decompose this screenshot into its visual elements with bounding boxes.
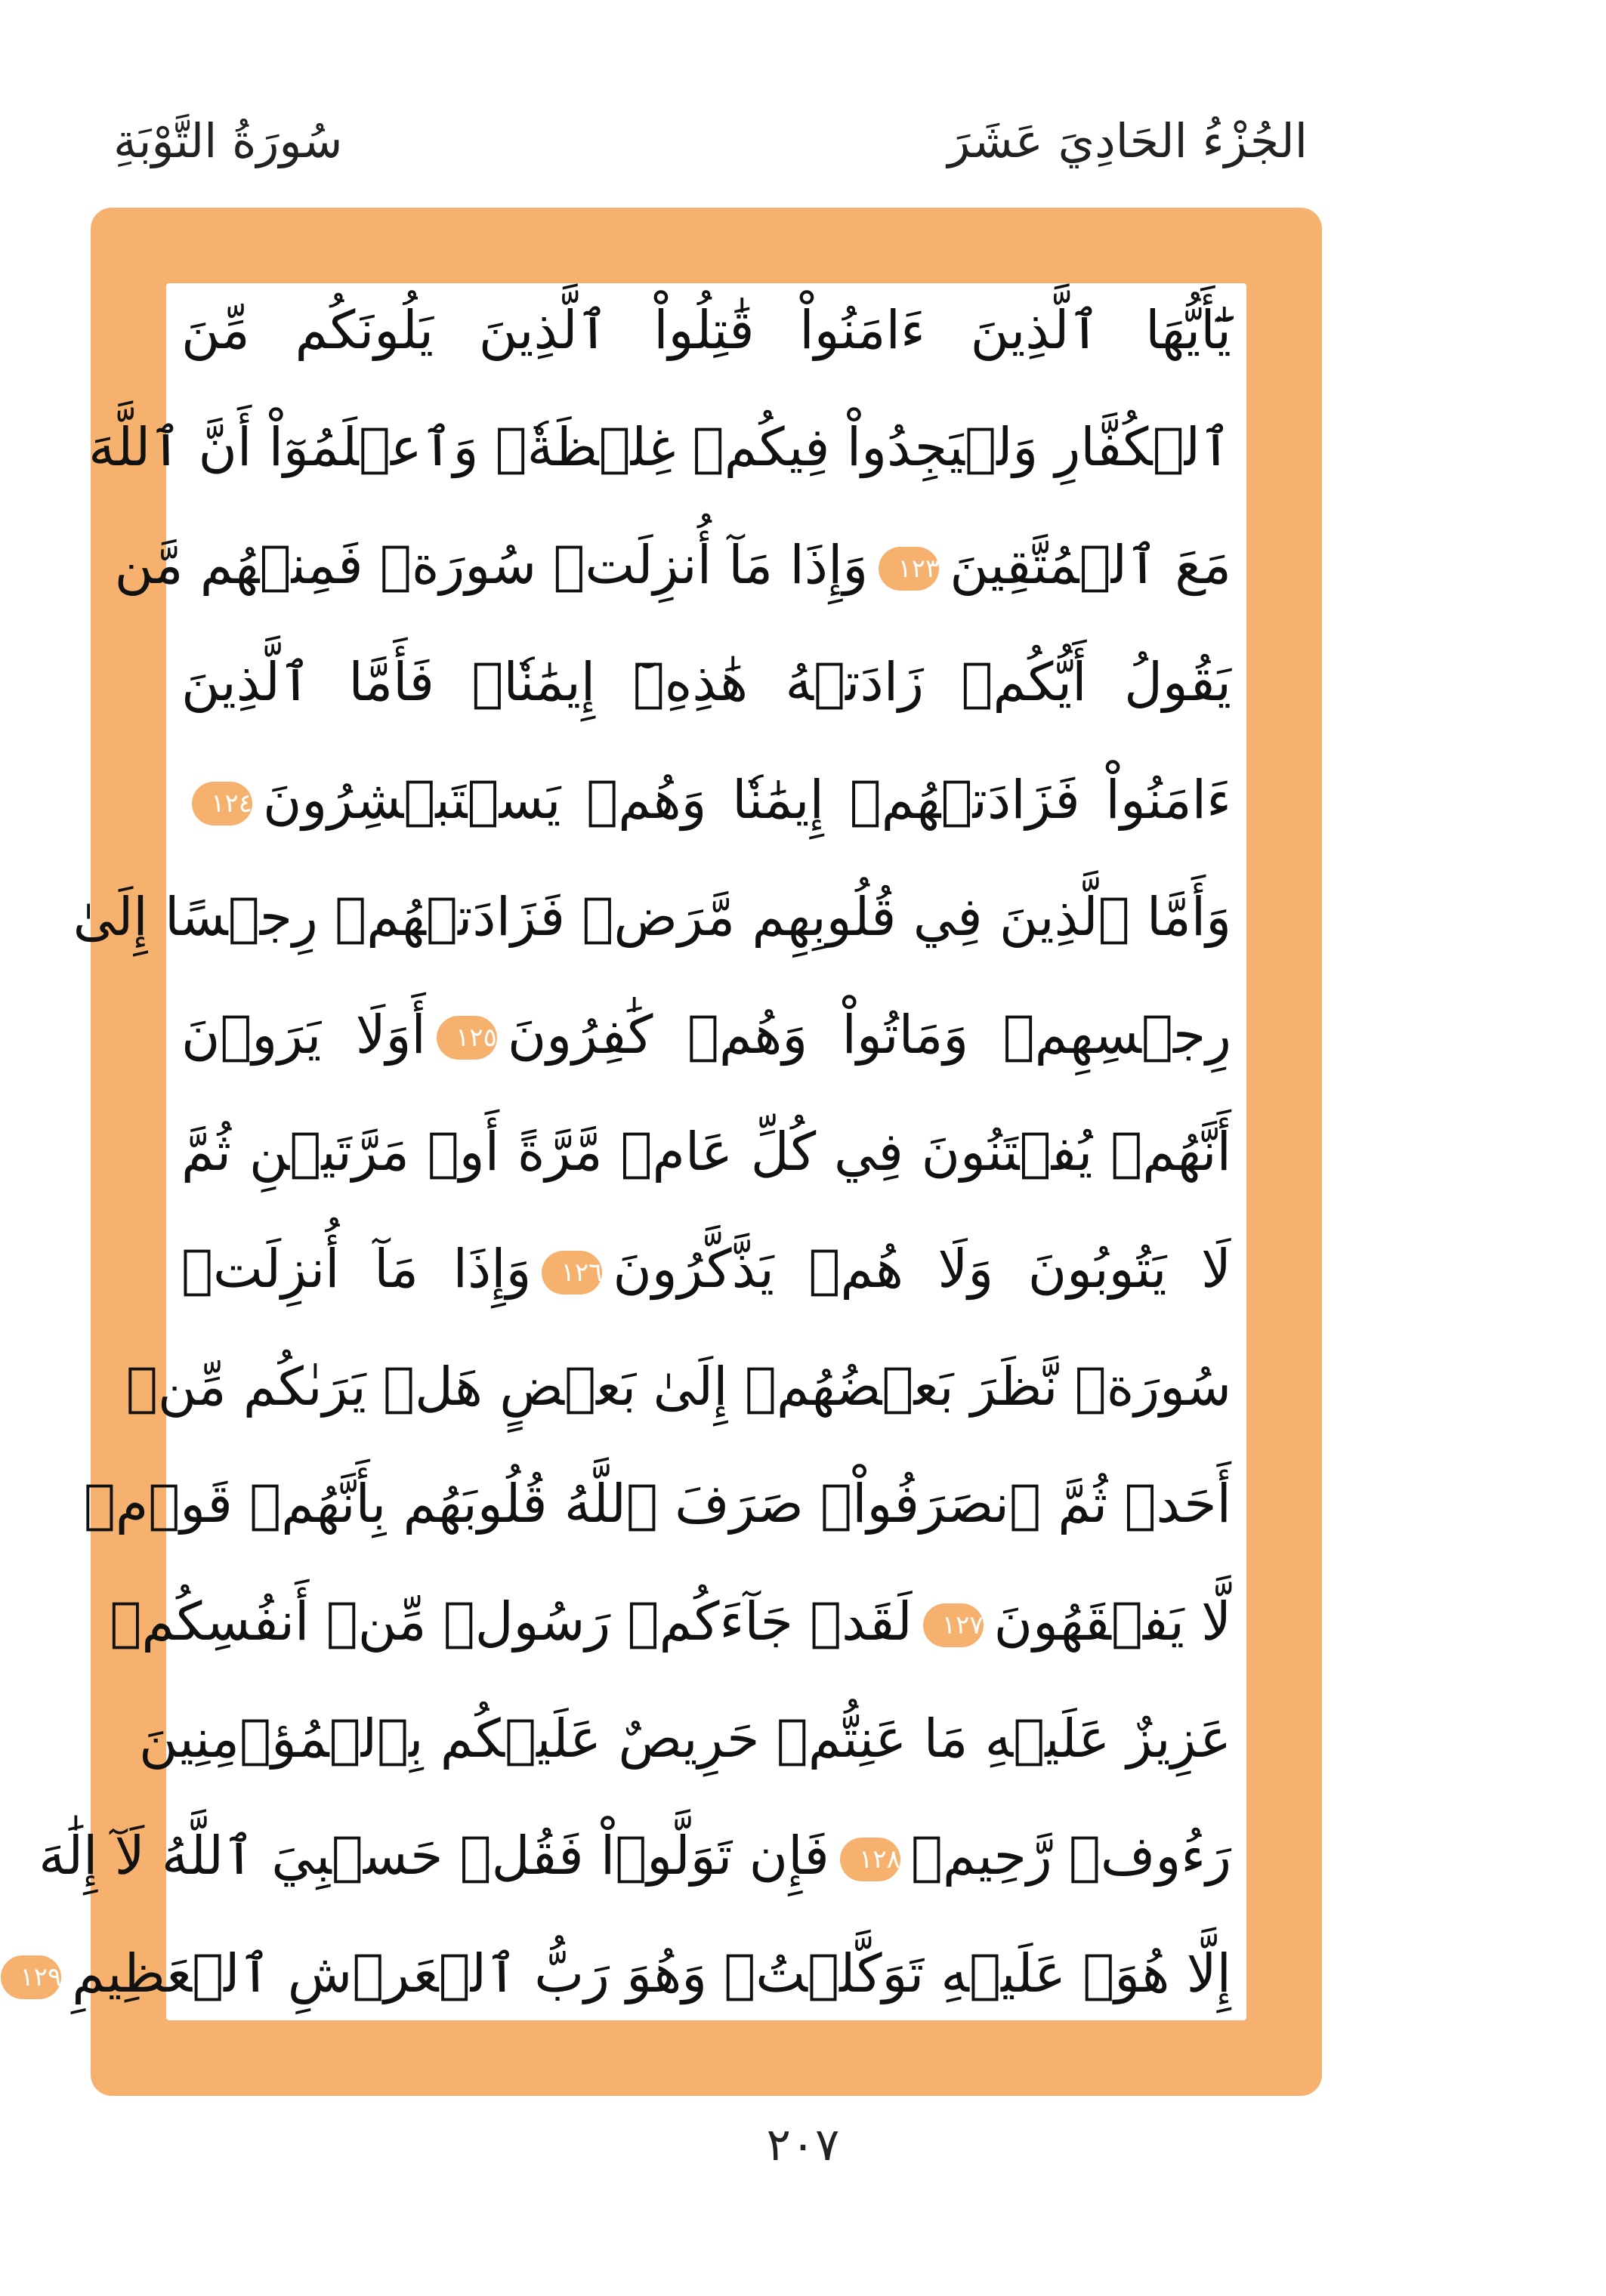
- verse-text: رَءُوفٞ رَّحِيمٞ: [910, 1825, 1231, 1887]
- verse-text: يَقُولُ أَيُّكُمۡ زَادَتۡهُ هَٰذِهِۦٓ إِيمَٰنٗاۚ فَأَمَّا ٱلَّذِينَ: [181, 651, 1231, 714]
- verse-line: [73, 885, 1231, 949]
- juz-title: الجُزْءُ الحَادِيَ عَشَرَ: [947, 113, 1308, 168]
- verse-line: [139, 1707, 1231, 1770]
- ayah-number-marker: ١٢٥: [437, 1016, 497, 1060]
- ayah-number-marker: ١٢٦: [542, 1251, 602, 1295]
- verse-line: [125, 1355, 1231, 1418]
- verse-line: [181, 298, 1231, 362]
- verse-text: أَنَّهُمۡ يُفۡتَنُونَ فِي كُلِّ عَامٖ مَّرَّةً أَوۡ مَرَّتَيۡنِ ثُمَّ: [181, 1120, 1231, 1183]
- verse-line: [83, 1472, 1231, 1535]
- verse-line: [181, 1003, 1231, 1066]
- verse-text: وَإِذَا مَآ أُنزِلَتۡ: [181, 1238, 532, 1301]
- verses-container: [20, 298, 1231, 2005]
- ayah-number-marker: ١٢٨: [840, 1838, 900, 1881]
- verse-line: [181, 1120, 1231, 1183]
- verse-line: [181, 768, 1231, 832]
- ayah-number-marker: ١٢٣: [879, 547, 939, 591]
- verse-text: يَٰٓأَيُّهَا ٱلَّذِينَ ءَامَنُواْ قَٰتِلُواْ ٱلَّذِينَ يَلُونَكُم مِّنَ: [181, 299, 1231, 361]
- verse-text: فَإِن تَوَلَّوۡاْ فَقُلۡ حَسۡبِيَ ٱللَّهُ لَآ إِلَٰهَ: [39, 1825, 829, 1887]
- verse-line: [20, 1942, 1231, 2005]
- ornamental-frame: [20, 208, 1322, 2096]
- verse-text: إِلَّا هُوَۖ عَلَيۡهِ تَوَكَّلۡتُۖ وَهُوَ رَبُّ ٱلۡعَرۡشِ ٱلۡعَظِيمِ: [72, 1942, 1231, 2004]
- ayah-number-marker: ١٢٧: [923, 1603, 984, 1647]
- ayah-number-marker: ١٢٤: [192, 782, 252, 826]
- page-header: [0, 113, 1606, 196]
- verse-text: أَوَلَا يَرَوۡنَ: [181, 1003, 426, 1066]
- verse-text: لَا يَتُوبُونَ وَلَا هُمۡ يَذَّكَّرُونَ: [613, 1238, 1231, 1301]
- verse-text: ءَامَنُواْ فَزَادَتۡهُمۡ إِيمَٰنٗا وَهُمۡ يَسۡتَبۡشِرُونَ: [263, 768, 1231, 831]
- verse-line: [39, 1824, 1231, 1887]
- verse-text: لَّا يَفۡقَهُونَ: [993, 1590, 1231, 1653]
- verse-text: سُورَةٞ نَّظَرَ بَعۡضُهُمۡ إِلَىٰ بَعۡضٍ هَلۡ يَرَىٰكُم مِّنۡ: [125, 1355, 1231, 1418]
- verse-line: [114, 533, 1231, 597]
- verse-text: ٱلۡكُفَّارِ وَلۡيَجِدُواْ فِيكُمۡ غِلۡظَةٗۚ وَٱعۡلَمُوٓاْ أَنَّ ٱللَّهَ: [88, 416, 1231, 479]
- verse-text: وَإِذَا مَآ أُنزِلَتۡ سُورَةٞ فَمِنۡهُم مَّن: [114, 533, 869, 596]
- ayah-number-marker: ١٢٩: [1, 1955, 61, 1999]
- verse-text: مَعَ ٱلۡمُتَّقِينَ: [950, 533, 1231, 596]
- verse-text: وَأَمَّا ٱلَّذِينَ فِي قُلُوبِهِم مَّرَضٞ فَزَادَتۡهُمۡ رِجۡسًا إِلَىٰ: [73, 886, 1231, 949]
- page-number: ٢٠٧: [766, 2119, 840, 2171]
- verse-line: [181, 1237, 1231, 1301]
- verse-text: عَزِيزٌ عَلَيۡهِ مَا عَنِتُّمۡ حَرِيصٌ عَلَيۡكُم بِٱلۡمُؤۡمِنِينَ: [139, 1708, 1231, 1770]
- verse-line: [88, 415, 1231, 479]
- verse-text: لَقَدۡ جَآءَكُمۡ رَسُولٞ مِّنۡ أَنفُسِكُمۡ: [110, 1590, 913, 1653]
- surah-title: سُورَةُ التَّوْبَةِ: [113, 113, 343, 168]
- verse-line: [181, 650, 1231, 714]
- verse-text: رِجۡسِهِمۡ وَمَاتُواْ وَهُمۡ كَٰفِرُونَ: [507, 1003, 1231, 1066]
- text-panel: [20, 283, 1246, 2020]
- verse-text: أَحَدٖ ثُمَّ ٱنصَرَفُواْۚ صَرَفَ ٱللَّهُ قُلُوبَهُم بِأَنَّهُمۡ قَوۡمٞ: [83, 1473, 1231, 1535]
- verse-line: [110, 1590, 1231, 1653]
